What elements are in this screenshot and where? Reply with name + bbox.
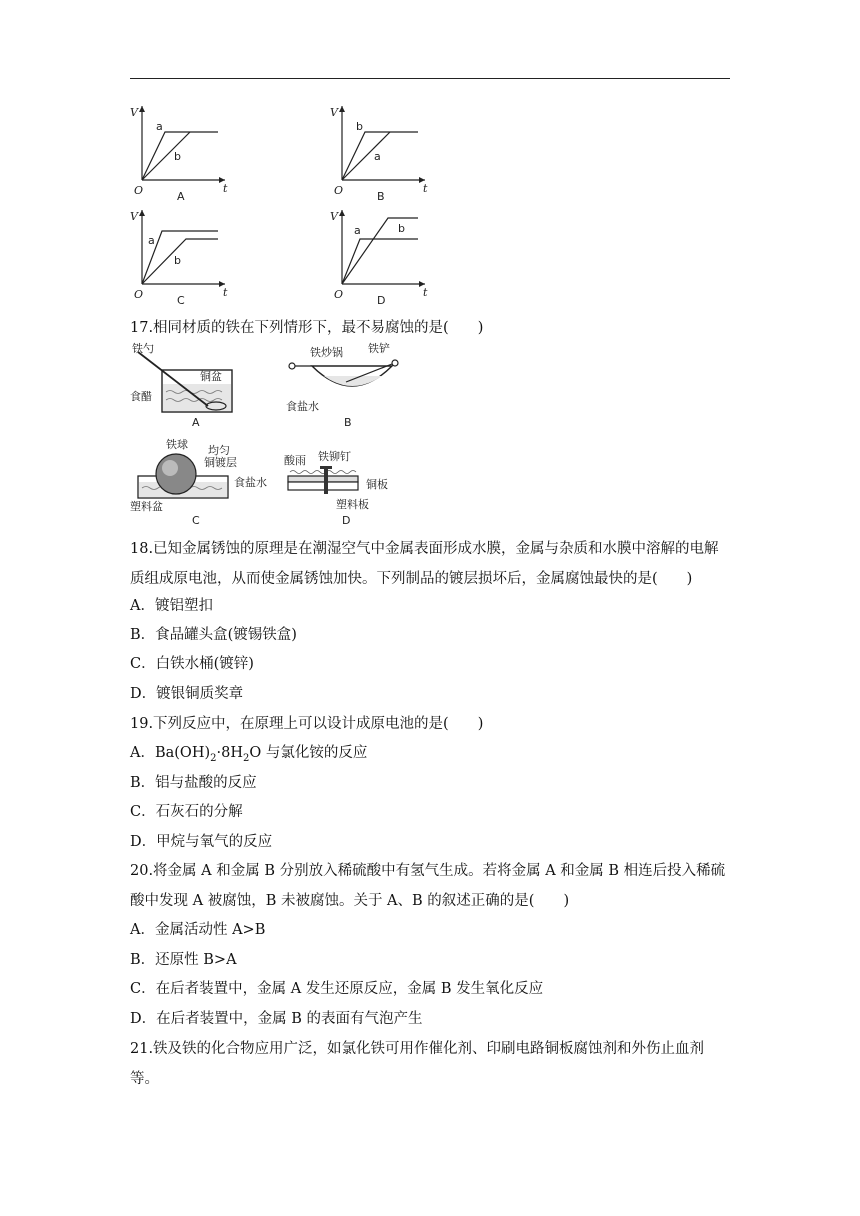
graph-letter: D	[377, 294, 386, 307]
lower-curve-label: a	[354, 224, 361, 237]
salt-water-label: 食盐水	[234, 476, 267, 489]
y-axis-label: V	[130, 210, 138, 223]
y-axis-label: V	[130, 106, 138, 119]
upper-curve-label: a	[156, 120, 163, 133]
figure-letter: C	[192, 514, 200, 527]
graph-a	[130, 102, 230, 202]
graph-d	[330, 206, 430, 306]
spatula-label: 铁铲	[368, 342, 390, 355]
q19-a-post: O 与氯化铵的反应	[249, 745, 368, 761]
origin-label: O	[134, 288, 144, 301]
origin-label: O	[334, 184, 344, 197]
q18-option-a: A．镀铝塑扣	[130, 598, 213, 614]
salt-water-label: 食盐水	[286, 400, 319, 413]
x-axis-label: t	[423, 182, 428, 195]
upper-curve-label: a	[148, 234, 155, 247]
y-axis-label: V	[330, 210, 338, 223]
vinegar-label: 食醋	[130, 390, 152, 403]
graph-letter: C	[177, 294, 185, 307]
copper-plate-label: 铜板	[366, 478, 388, 491]
origin-label: O	[134, 184, 144, 197]
q20-option-b: B．还原性 B>A	[130, 952, 237, 968]
coating-label-1: 均匀	[208, 444, 230, 457]
q19-option-c: C．石灰石的分解	[130, 804, 243, 820]
question-21: 21.铁及铁的化合物应用广泛，如氯化铁可用作催化剂、印刷电路铜板腐蚀剂和外伤止血剂等。	[130, 1041, 705, 1087]
header-rule	[130, 78, 730, 79]
q20-option-c: C．在后者装置中，金属 A 发生还原反应，金属 B 发生氧化反应	[130, 981, 544, 997]
q19-option-d: D．甲烷与氧气的反应	[130, 834, 273, 850]
x-axis-label: t	[423, 286, 428, 299]
question-19: 19.下列反应中，在原理上可以设计成原电池的是( )	[130, 716, 484, 732]
x-axis-label: t	[223, 286, 228, 299]
q19-option-b: B．铝与盐酸的反应	[130, 775, 257, 791]
coating-label-2: 铜镀层	[204, 456, 237, 469]
question-18: 18.已知金属锈蚀的原理是在潮湿空气中金属表面形成水膜，金属与杂质和水膜中溶解的电解质组成原电池，从而使金属锈蚀加快。下列制品的镀层损坏后，金属腐蚀最快的是( )	[130, 541, 719, 587]
lower-curve-label: a	[374, 150, 381, 163]
iron-spoon-label: 铁勺	[132, 342, 154, 355]
graph-b	[330, 102, 430, 202]
upper-curve-label: b	[398, 222, 405, 235]
q19-a-sub2: 2	[242, 752, 250, 764]
q18-option-b: B．食品罐头盒(镀锡铁盒)	[130, 627, 297, 643]
acid-rain-label: 酸雨	[284, 454, 306, 467]
figure-letter: B	[344, 416, 352, 429]
q19-a-mid: ·8H	[216, 745, 243, 761]
q18-option-c: C．白铁水桶(镀锌)	[130, 656, 254, 672]
graph-letter: B	[377, 190, 385, 203]
figure-17a	[130, 342, 250, 432]
q18-option-d: D．镀银铜质奖章	[130, 686, 244, 702]
copper-basin-label: 铜盆	[200, 370, 222, 383]
y-axis-label: V	[330, 106, 338, 119]
graph-letter: A	[177, 190, 185, 203]
iron-rivet-label: 铁铆钉	[318, 450, 351, 463]
wok-label: 铁炒锅	[310, 346, 343, 359]
figure-letter: A	[192, 416, 200, 429]
graph-c	[130, 206, 230, 306]
figure-letter: D	[342, 514, 351, 527]
figure-17d	[282, 438, 412, 528]
q19-a-pre: A．Ba(OH)	[130, 745, 211, 761]
plastic-basin-label: 塑料盆	[130, 500, 163, 513]
iron-ball-label: 铁球	[166, 438, 188, 451]
origin-label: O	[334, 288, 344, 301]
q19-option-a	[130, 743, 367, 769]
q20-option-d: D．在后者装置中，金属 B 的表面有气泡产生	[130, 1011, 423, 1027]
question-17: 17.相同材质的铁在下列情形下，最不易腐蚀的是( )	[130, 320, 484, 336]
upper-curve-label: b	[356, 120, 363, 133]
plastic-plate-label: 塑料板	[336, 498, 369, 511]
figure-17c	[130, 438, 270, 528]
q20-option-a: A．金属活动性 A>B	[130, 922, 266, 938]
lower-curve-label: b	[174, 150, 181, 163]
figure-17b	[282, 342, 412, 432]
question-20: 20.将金属 A 和金属 B 分别放入稀硫酸中有氢气生成。若将金属 A 和金属 B 相连后投入稀硫酸中发现 A 被腐蚀，B 未被腐蚀。关于 A、B 的叙述正确的是( )	[130, 863, 726, 909]
q19-a-sub1: 2	[210, 752, 217, 764]
lower-curve-label: b	[174, 254, 181, 267]
x-axis-label: t	[223, 182, 228, 195]
